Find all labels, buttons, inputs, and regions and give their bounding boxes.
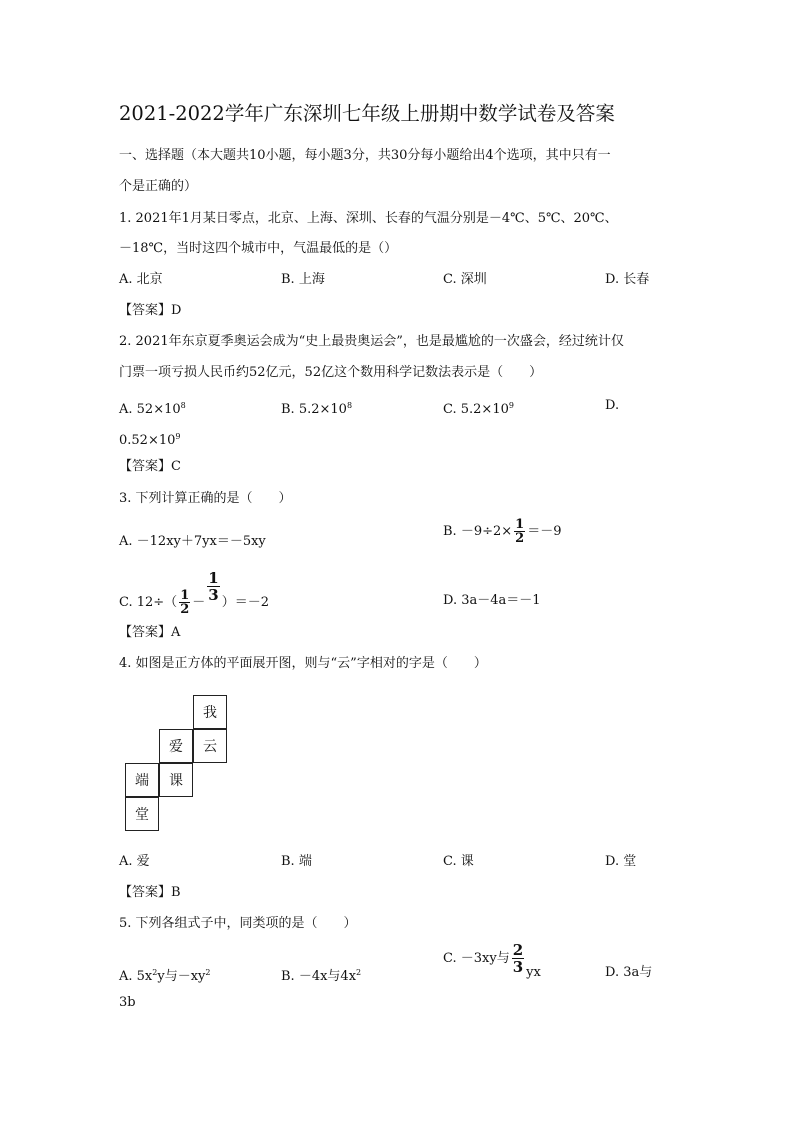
exponent: 8 — [180, 401, 186, 410]
question-5-stem: 5. 下列各组式子中，同类项的是（ ） — [119, 916, 357, 931]
q2-option-d: D. — [605, 398, 620, 413]
text: C. －3xy与 — [443, 951, 510, 966]
exponent: 9 — [175, 432, 181, 441]
q5-option-a — [119, 965, 210, 985]
question-2-stem: 2. 2021年东京夏季奥运会成为“史上最贵奥运会”，也是最尴尬的一次盛会，经过统计仅 — [119, 334, 624, 349]
section-heading-cont: 个是正确的） — [119, 179, 198, 194]
numerator: 1 — [515, 517, 525, 532]
exponent: 2 — [205, 968, 211, 977]
minus-sign: － — [192, 595, 206, 610]
q5-option-d-cont: 3b — [119, 995, 136, 1010]
page-title: 2021-2022学年广东深圳七年级上册期中数学试卷及答案 — [119, 102, 615, 125]
exponent: 2 — [152, 968, 158, 977]
exponent: 2 — [356, 968, 362, 977]
net-cell-ai: 爱 — [159, 729, 193, 763]
q5-option-b — [281, 965, 361, 985]
denominator: 2 — [180, 602, 190, 617]
net-cell-yun: 云 — [193, 729, 227, 763]
q4-option-c: C. 课 — [443, 854, 474, 869]
denominator: 2 — [515, 531, 525, 546]
q3-answer: 【答案】A — [119, 625, 181, 640]
q3-option-a: A. －12xy＋7yx＝－5xy — [119, 534, 266, 549]
net-cell-duan: 端 — [125, 763, 159, 797]
question-1-stem: 1. 2021年1月某日零点，北京、上海、深圳、长春的气温分别是－4℃、5℃、20℃、 — [119, 211, 618, 226]
denominator: 3 — [512, 958, 524, 976]
q2-option-c-text: C. 5.2×10 — [443, 402, 509, 417]
q2-option-a-text: A. 52×10 — [119, 402, 181, 417]
q1-answer: 【答案】D — [119, 303, 182, 318]
q2-option-d-text: 0.52×10 — [119, 433, 176, 448]
net-cell-ke: 课 — [159, 763, 193, 797]
fraction — [512, 942, 524, 975]
fraction — [207, 570, 219, 603]
q3-option-b-result: ＝－9 — [527, 524, 562, 539]
fraction — [179, 589, 190, 616]
q5-option-d: D. 3a与 — [605, 965, 653, 980]
q1-option-d: D. 长春 — [605, 272, 650, 287]
numerator: 2 — [512, 941, 524, 959]
section-heading: 一、选择题（本大题共10小题，每小题3分，共30分每小题给出4个选项，其中只有一 — [119, 148, 611, 163]
text: y与－xy — [157, 969, 206, 984]
denominator: 3 — [208, 586, 219, 604]
q2-option-b — [281, 398, 352, 418]
q2-option-d-cont — [119, 429, 180, 449]
q3-option-c-result: ）＝－2 — [221, 595, 269, 610]
numerator: 1 — [180, 588, 190, 603]
question-4-stem: 4. 如图是正方体的平面展开图，则与“云”字相对的字是（ ） — [119, 656, 487, 671]
fraction — [514, 518, 525, 545]
q2-option-b-text: B. 5.2×10 — [281, 402, 347, 417]
q3-option-d: D. 3a－4a＝－1 — [443, 593, 541, 608]
q2-option-a — [119, 398, 186, 418]
question-1-stem-cont: －18℃，当时这四个城市中，气温最低的是（） — [119, 241, 398, 256]
question-3-stem: 3. 下列计算正确的是（ ） — [119, 491, 292, 506]
text: A. 5x — [119, 969, 153, 984]
numerator: 1 — [208, 569, 219, 587]
q2-option-c — [443, 398, 514, 418]
net-cell-tang: 堂 — [125, 797, 159, 831]
q4-answer: 【答案】B — [119, 885, 181, 900]
question-2-stem-cont: 门票一项亏损人民币约52亿元，52亿这个数用科学记数法表示是（ ） — [119, 365, 543, 380]
q1-option-a: A. 北京 — [119, 272, 163, 287]
exponent: 9 — [508, 401, 514, 410]
q4-option-d: D. 堂 — [605, 854, 637, 869]
q4-option-a: A. 爱 — [119, 854, 150, 869]
q1-option-c: C. 深圳 — [443, 272, 487, 287]
net-cell-wo: 我 — [193, 695, 227, 729]
exponent: 8 — [346, 401, 353, 410]
q3-option-b — [443, 518, 561, 545]
q2-answer: 【答案】C — [119, 459, 181, 474]
q4-option-b: B. 端 — [281, 854, 312, 869]
q3-option-b-text: B. －9÷2× — [443, 524, 513, 539]
q5-option-c — [443, 942, 541, 981]
text: B. －4x与4x — [281, 969, 357, 984]
q1-option-b: B. 上海 — [281, 272, 325, 287]
q3-option-c — [119, 570, 269, 616]
text: yx — [526, 965, 541, 980]
q3-option-c-text: C. 12÷（ — [119, 595, 178, 610]
